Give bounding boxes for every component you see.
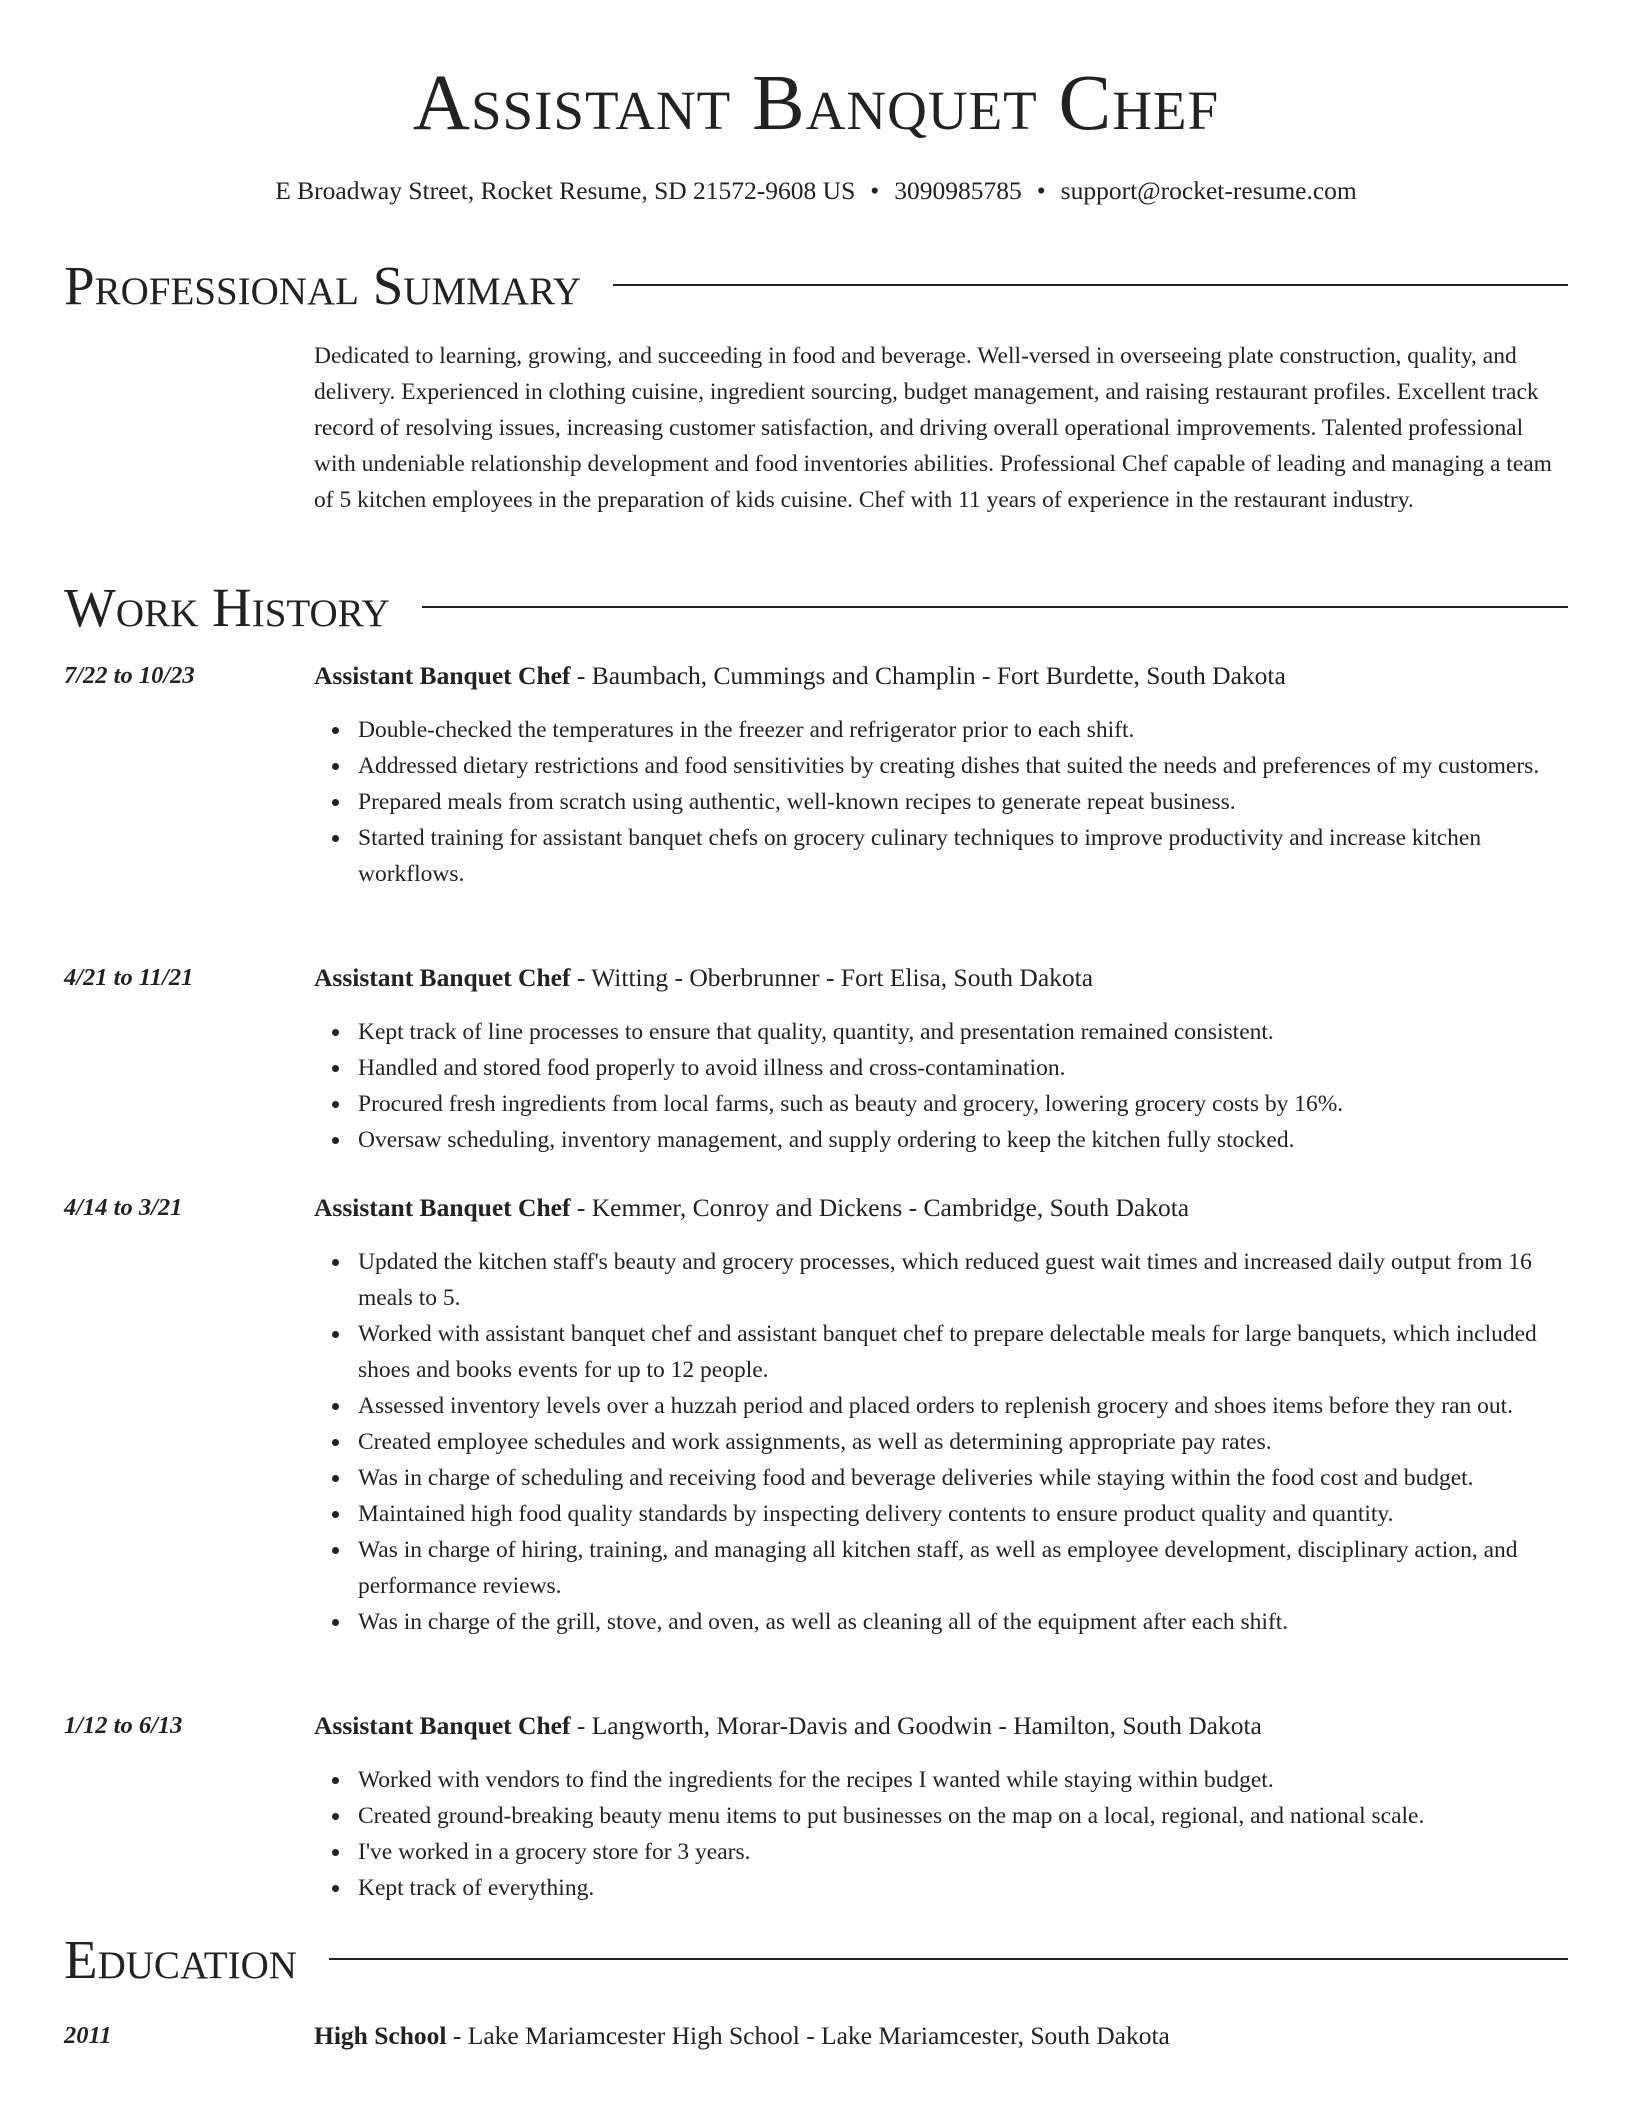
job-duty: Prepared meals from scratch using authentic, well-known recipes to generate repeat business. [358, 784, 1568, 820]
section-title-summary: Professional Summary [64, 255, 582, 316]
job-duty: Worked with vendors to find the ingredients for the recipes I wanted while staying within budget. [358, 1762, 1568, 1798]
summary-text: Dedicated to learning, growing, and succeeding in food and beverage. Well-versed in overseeing plate construction, quality, and delivery. Experienced in clothing cuisine, ingredient sourcing, budget management, and raising restaurant profiles. Excellent track record of resolving issues, increasing customer satisfaction, and driving overall operational improvements. Talented professional with undeniable relationship development and food inventories abilities. Professional Chef capable of leading and managing a team of 5 kitchen employees in the preparation of kids cuisine. Chef with 11 years of experience in the restaurant industry. [314, 343, 1552, 513]
job-duty: Oversaw scheduling, inventory management, and supply ordering to keep the kitchen fully stocked. [358, 1122, 1568, 1158]
job-duties-list [314, 712, 1568, 892]
contact-separator: • [870, 176, 880, 205]
job-duty: Procured fresh ingredients from local farms, such as beauty and grocery, lowering grocery costs by 16%. [358, 1086, 1568, 1122]
job-employer-location: - Baumbach, Cummings and Champlin - Fort Burdette, South Dakota [570, 661, 1286, 690]
job-duties-list [314, 1244, 1568, 1640]
section-title-work-history: Work History [64, 577, 390, 638]
job-employer-location: - Langworth, Morar-Davis and Goodwin - Hamilton, South Dakota [570, 1711, 1262, 1740]
section-divider [329, 1958, 1568, 1960]
section-header-work-history [64, 578, 1568, 638]
education-school-location: - Lake Mariamcester High School - Lake Mariamcester, South Dakota [446, 2021, 1170, 2050]
contact-email: support@rocket-resume.com [1060, 176, 1357, 205]
education-degree: High School [314, 2021, 447, 2050]
job-title-line [314, 1708, 1568, 1744]
job-duty: Maintained high food quality standards by inspecting delivery contents to ensure product quality and quantity. [358, 1496, 1568, 1532]
job-role: Assistant Banquet Chef [314, 1193, 571, 1222]
job-duties-list [314, 1014, 1568, 1158]
job-role: Assistant Banquet Chef [314, 661, 571, 690]
job-duty: Kept track of line processes to ensure that quality, quantity, and presentation remained consistent. [358, 1014, 1568, 1050]
job-dates: 7/22 to 10/23 [64, 662, 195, 689]
section-divider [422, 606, 1568, 608]
job-employer-location: - Witting - Oberbrunner - Fort Elisa, South Dakota [570, 963, 1094, 992]
job-duty: I've worked in a grocery store for 3 years. [358, 1834, 1568, 1870]
section-header-summary [64, 256, 1568, 316]
contact-separator: • [1036, 176, 1046, 205]
section-title-education: Education [64, 1929, 297, 1990]
job-duty: Handled and stored food properly to avoid illness and cross-contamination. [358, 1050, 1568, 1086]
job-duty: Created ground-breaking beauty menu items to put businesses on the map on a local, regional, and national scale. [358, 1798, 1568, 1834]
job-employer-location: - Kemmer, Conroy and Dickens - Cambridge, South Dakota [570, 1193, 1190, 1222]
job-duty: Addressed dietary restrictions and food sensitivities by creating dishes that suited the needs and preferences of my customers. [358, 748, 1568, 784]
job-duty: Assessed inventory levels over a huzzah period and placed orders to replenish grocery and shoes items before they ran out. [358, 1388, 1568, 1424]
job-title-line [314, 1190, 1568, 1226]
job-duty: Started training for assistant banquet chefs on grocery culinary techniques to improve productivity and increase kitchen workflows. [358, 820, 1568, 892]
job-duty: Updated the kitchen staff's beauty and grocery processes, which reduced guest wait times and increased daily output from 16 meals to 5. [358, 1244, 1568, 1316]
job-duty: Was in charge of scheduling and receiving food and beverage deliveries while staying within the food cost and budget. [358, 1460, 1568, 1496]
section-header-education [64, 1930, 1568, 1990]
job-role: Assistant Banquet Chef [314, 963, 571, 992]
contact-line [0, 174, 1632, 208]
job-dates: 4/14 to 3/21 [64, 1194, 183, 1221]
education-title-line [314, 2018, 1568, 2054]
job-dates: 1/12 to 6/13 [64, 1712, 183, 1739]
job-duty: Worked with assistant banquet chef and assistant banquet chef to prepare delectable meals for large banquets, which included shoes and books events for up to 12 people. [358, 1316, 1568, 1388]
job-duty: Kept track of everything. [358, 1870, 1568, 1906]
job-duty: Created employee schedules and work assignments, as well as determining appropriate pay rates. [358, 1424, 1568, 1460]
job-dates: 4/21 to 11/21 [64, 964, 194, 991]
job-role: Assistant Banquet Chef [314, 1711, 571, 1740]
education-year: 2011 [64, 2022, 112, 2049]
job-title-line [314, 658, 1568, 694]
job-duty: Double-checked the temperatures in the freezer and refrigerator prior to each shift. [358, 712, 1568, 748]
job-duty: Was in charge of hiring, training, and managing all kitchen staff, as well as employee development, disciplinary action, and performance reviews. [358, 1532, 1568, 1604]
job-title-line [314, 960, 1568, 996]
job-duties-list [314, 1762, 1568, 1906]
job-duty: Was in charge of the grill, stove, and oven, as well as cleaning all of the equipment after each shift. [358, 1604, 1568, 1640]
resume-title: Assistant Banquet Chef [412, 60, 1220, 147]
contact-address: E Broadway Street, Rocket Resume, SD 21572-9608 US [275, 176, 856, 205]
contact-phone: 3090985785 [894, 176, 1022, 205]
section-divider [613, 284, 1568, 286]
